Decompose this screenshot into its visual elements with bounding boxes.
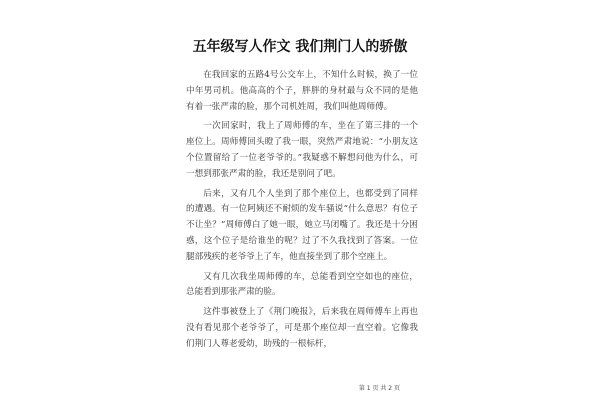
document-body [186,68,418,357]
page-number: 第 1 页 共 2 页 [358,385,400,392]
paragraph-2: 一次回家时，我上了周师傅的车，坐在了第三排的一个座位上。周师傅回头瞪了我一眼，突然严肃地说：“小朋友这个位置留给了一位老爷爷的。”我疑惑不解想问他为什么，可一想到那张严肃的脸，我还是别问了吧。 [186,121,418,179]
paragraph-4: 又有几次我坐周师傅的车，总能看到空空如也的座位，总能看到那张严肃的脸。 [186,271,418,298]
paragraph-1: 在我回家的五路4号公交车上，不知什么时候，换了一位中年男司机。他高高的个子，胖胖的身材最与众不同的是他有着一张严肃的脸，那个司机姓周，我们叫他周师傅。 [186,70,418,112]
paragraph-5: 这件事被登上了《荆门晚报》，后来我在周师傅车上再也没有看见那个老爷爷了，可是那个座位却一直空着。它像我们荆门人尊老爱幼，助残的一根标杆， [186,307,418,349]
paragraph-3: 后来，又有几个人坐到了那个座位上，也都受到了同样的遭遇。有一位阿姨还不耐烦的发车骚说“什么意思？有位子不让坐？”周师傅白了她一眼，她立马闭嘴了。我还是十分困惑，这个位子是给谁坐的呢？过了不久我找到了答案。一位腿部残疾的老爷爷上了车，他直接坐到了那个空座上。 [186,188,418,262]
document-title: 五年级写人作文 我们荆门人的骄傲 [192,39,408,55]
